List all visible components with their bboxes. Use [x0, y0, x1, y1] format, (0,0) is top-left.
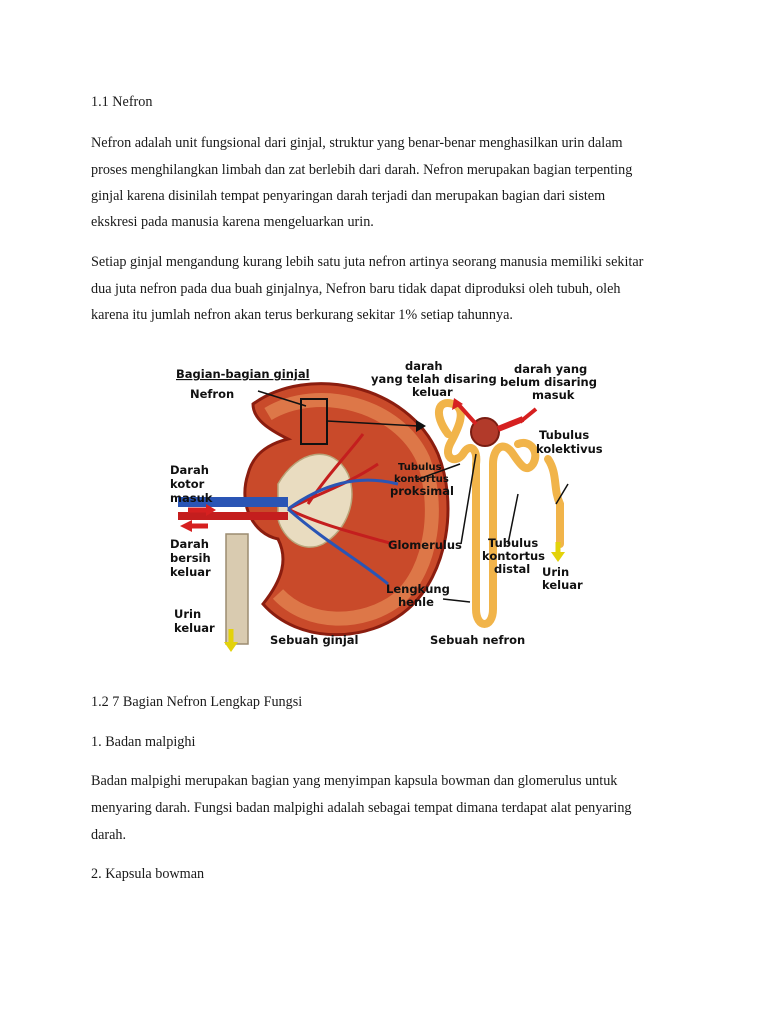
- label-tubulus-proksimal: Tubulus: [398, 462, 442, 473]
- label-darah-bersih: bersih: [170, 551, 211, 565]
- label-darah-bersih: Darah: [170, 537, 209, 551]
- label-lengkung-henle: henle: [398, 595, 434, 609]
- label-tubulus-kolektivus: Tubulus: [539, 428, 590, 442]
- incoming-blood-arrow: [520, 409, 536, 422]
- label-urin-keluar-left: keluar: [174, 621, 215, 635]
- paragraph-line: menyaring darah. Fungsi badan malpighi adalah sebagai tempat dimana terdapat alat penyaring: [91, 800, 632, 816]
- label-tubulus-kolektivus: kolektivus: [536, 442, 603, 456]
- paragraph-line: darah.: [91, 827, 127, 843]
- label-lengkung-henle: Lengkung: [386, 582, 450, 596]
- label-urin-keluar-left: Urin: [174, 607, 202, 621]
- paragraph-line: karena itu jumlah nefron akan terus berkurang sekitar 1% setiap tahunnya.: [91, 307, 513, 323]
- label-darah-bersih: keluar: [170, 565, 211, 579]
- paragraph-line: ginjal karena disinilah tempat penyaringan darah terjadi dan merupakan bagian dari sistem: [91, 188, 606, 204]
- label-darah-belum: darah yang: [514, 362, 588, 376]
- label-tubulus-distal: kontortus: [482, 549, 546, 563]
- paragraph-line: Setiap ginjal mengandung kurang lebih satu juta nefron artinya seorang manusia memiliki sekitar: [91, 254, 644, 270]
- label-nefron: Nefron: [190, 387, 235, 401]
- label-darah-belum: belum disaring: [500, 375, 597, 389]
- label-tubulus-distal: Tubulus: [488, 536, 539, 550]
- list-item-title: 1. Badan malpighi: [91, 734, 196, 750]
- label-darah-kotor: Darah: [170, 463, 209, 477]
- paragraph-line: dua juta nefron pada dua buah ginjalnya, Nefron baru tidak dapat diproduksi oleh tubuh, oleh: [91, 281, 621, 297]
- label-sebuah-nefron: Sebuah nefron: [430, 633, 526, 647]
- paragraph-line: ekskresi pada manusia karena mengeluarkan urin.: [91, 214, 374, 230]
- label-darah-belum: masuk: [532, 388, 575, 402]
- label-darah-disaring: yang telah disaring: [371, 372, 497, 386]
- section-heading-nefron: 1.1 Nefron: [91, 94, 153, 110]
- paragraph-line: Badan malpighi merupakan bagian yang menyimpan kapsula bowman dan glomerulus untuk: [91, 773, 618, 789]
- paragraph-line: proses menghilangkan limbah dan zat berlebih dari darah. Nefron merupakan bagian terpenting: [91, 162, 633, 178]
- kidney-nephron-diagram: [158, 344, 610, 666]
- label-urin-keluar-right: keluar: [542, 578, 583, 592]
- label-tubulus-proksimal: kontortus: [394, 474, 449, 485]
- figure-title: Bagian-bagian ginjal: [176, 367, 310, 381]
- paragraph-line: Nefron adalah unit fungsional dari ginjal, struktur yang benar-benar menghasilkan urin dalam: [91, 135, 623, 151]
- henle-pointer-line: [443, 599, 470, 602]
- label-tubulus-distal: distal: [494, 562, 531, 576]
- label-darah-disaring: keluar: [412, 385, 453, 399]
- label-darah-kotor: kotor: [170, 477, 205, 491]
- list-item-title: 2. Kapsula bowman: [91, 866, 205, 882]
- label-urin-keluar-right: Urin: [542, 565, 570, 579]
- label-sebuah-ginjal: Sebuah ginjal: [270, 633, 359, 647]
- label-tubulus-proksimal: proksimal: [390, 484, 454, 498]
- label-darah-kotor: masuk: [170, 491, 213, 505]
- label-glomerulus: Glomerulus: [388, 538, 462, 552]
- ureter-shape: [226, 534, 248, 644]
- section-heading-bagian-nefron: 1.2 7 Bagian Nefron Lengkap Fungsi: [91, 694, 303, 710]
- label-darah-disaring: darah: [405, 359, 443, 373]
